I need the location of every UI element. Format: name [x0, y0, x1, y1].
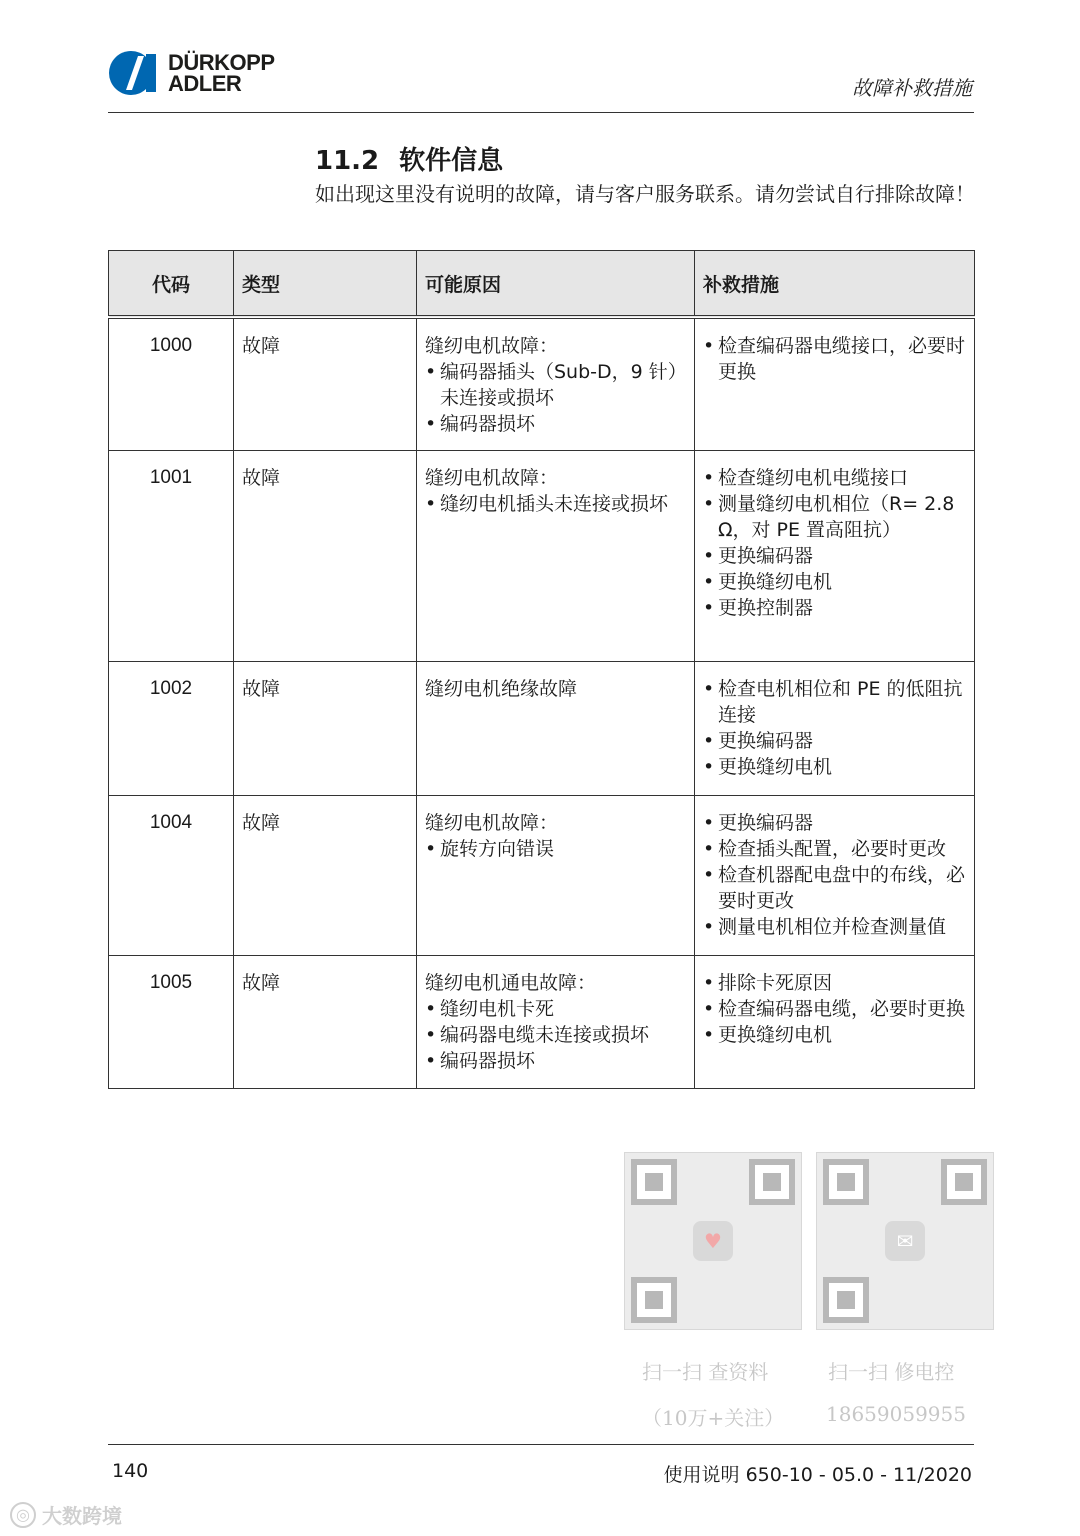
cause-list	[425, 491, 686, 517]
brand-logo-icon	[108, 50, 162, 96]
table-row	[109, 661, 975, 795]
section-number: 11.2	[315, 146, 380, 176]
cause-title: 缝纫电机故障：	[425, 335, 559, 357]
error-code: 1000	[109, 317, 234, 450]
list-item: • 测量缝纫电机相位（R= 2.8 Ω，对 PE 置高阻抗）	[703, 491, 966, 543]
header-remedy: 补救措施	[695, 251, 975, 318]
cause-list	[425, 836, 686, 862]
watermark	[10, 1500, 122, 1529]
error-code: 1002	[109, 661, 234, 795]
section-heading	[315, 140, 503, 177]
intro-paragraph: 如出现这里没有说明的故障，请与客户服务联系。请勿尝试自行排除故障！	[315, 182, 975, 206]
cause-cell	[417, 317, 695, 450]
list-item: • 检查电机相位和 PE 的低阻抗连接	[703, 676, 966, 728]
qr-code-left-icon[interactable]	[624, 1152, 802, 1330]
manual-reference: 使用说明 650-10 - 05.0 - 11/2020	[663, 1464, 972, 1486]
list-item: • 检查编码器电缆接口，必要时更换	[703, 333, 966, 385]
list-item: • 检查编码器电缆，必要时更换	[703, 996, 966, 1022]
error-type: 故障	[234, 795, 417, 955]
remedy-list	[703, 810, 966, 940]
qr-right-subcaption: 18659059955	[826, 1402, 966, 1426]
cause-title: 缝纫电机故障：	[425, 466, 559, 489]
error-code: 1005	[109, 955, 234, 1088]
list-item: • 更换编码器	[703, 810, 966, 836]
remedy-list	[703, 676, 966, 780]
cause-list	[425, 996, 686, 1074]
footer-divider	[108, 1444, 974, 1445]
list-item: • 检查缝纫电机电缆接口	[703, 465, 966, 491]
watermark-logo-icon: ◎	[10, 1502, 36, 1528]
brand-line1: DÜRKOPP	[168, 50, 275, 75]
list-item: • 更换缝纫电机	[703, 569, 966, 595]
list-item: • 更换缝纫电机	[703, 754, 966, 780]
error-type: 故障	[234, 955, 417, 1088]
qr-code-area	[620, 1152, 992, 1432]
list-item: • 缝纫电机卡死	[425, 996, 686, 1022]
list-item: • 排除卡死原因	[703, 970, 966, 996]
watermark-text: 大数跨境	[42, 1504, 122, 1528]
error-type: 故障	[234, 450, 417, 661]
header-code: 代码	[109, 251, 234, 318]
cause-cell	[417, 661, 695, 795]
error-code-table	[108, 250, 975, 1089]
qr-left-caption: 扫一扫 查资料	[642, 1360, 769, 1384]
list-item: • 缝纫电机插头未连接或损坏	[425, 491, 686, 517]
list-item: • 编码器损坏	[425, 411, 686, 437]
remedy-list	[703, 333, 966, 385]
cause-title: 缝纫电机通电故障：	[425, 971, 597, 994]
list-item: • 编码器电缆未连接或损坏	[425, 1022, 686, 1048]
brand-name	[168, 52, 275, 94]
list-item: • 检查插头配置，必要时更改	[703, 836, 966, 862]
list-item: • 编码器插头（Sub-D，9 针）未连接或损坏	[425, 359, 686, 411]
cause-title: 缝纫电机绝缘故障	[425, 677, 578, 700]
qr-left-subcaption: （10万+关注）	[642, 1406, 785, 1430]
list-item: • 更换编码器	[703, 728, 966, 754]
error-type: 故障	[234, 661, 417, 795]
qr-code-right-icon[interactable]	[816, 1152, 994, 1330]
cause-title: 缝纫电机故障：	[425, 811, 559, 834]
brand-logo	[108, 50, 275, 96]
cause-cell	[417, 450, 695, 661]
remedy-list	[703, 970, 966, 1048]
list-item: • 更换控制器	[703, 595, 966, 621]
table-row	[109, 317, 975, 450]
chat-icon: ✉	[885, 1221, 925, 1261]
header-divider	[108, 112, 974, 113]
remedy-cell	[695, 795, 975, 955]
section-title: 软件信息	[399, 146, 504, 176]
list-item: • 检查机器配电盘中的布线，必要时更改	[703, 862, 966, 914]
brand-line2: ADLER	[168, 71, 242, 96]
table-row	[109, 795, 975, 955]
page-number: 140	[112, 1460, 149, 1482]
table-row	[109, 450, 975, 661]
list-item: • 更换缝纫电机	[703, 1022, 966, 1048]
table-row	[109, 955, 975, 1088]
cause-list	[425, 359, 686, 437]
list-item: • 更换编码器	[703, 543, 966, 569]
qr-right-caption: 扫一扫 修电控	[828, 1360, 955, 1384]
error-code: 1004	[109, 795, 234, 955]
remedy-cell	[695, 661, 975, 795]
cause-cell	[417, 955, 695, 1088]
remedy-cell	[695, 450, 975, 661]
remedy-cell	[695, 317, 975, 450]
error-type: 故障	[234, 317, 417, 450]
list-item: • 测量电机相位并检查测量值	[703, 914, 966, 940]
error-code: 1001	[109, 450, 234, 661]
table-header-row	[109, 251, 975, 318]
header-type: 类型	[234, 251, 417, 318]
cause-cell	[417, 795, 695, 955]
chapter-title: 故障补救措施	[852, 76, 972, 100]
list-item: • 旋转方向错误	[425, 836, 686, 862]
remedy-list	[703, 465, 966, 621]
heart-icon: ♥	[693, 1221, 733, 1261]
header-cause: 可能原因	[417, 251, 695, 318]
remedy-cell	[695, 955, 975, 1088]
list-item: • 编码器损坏	[425, 1048, 686, 1074]
